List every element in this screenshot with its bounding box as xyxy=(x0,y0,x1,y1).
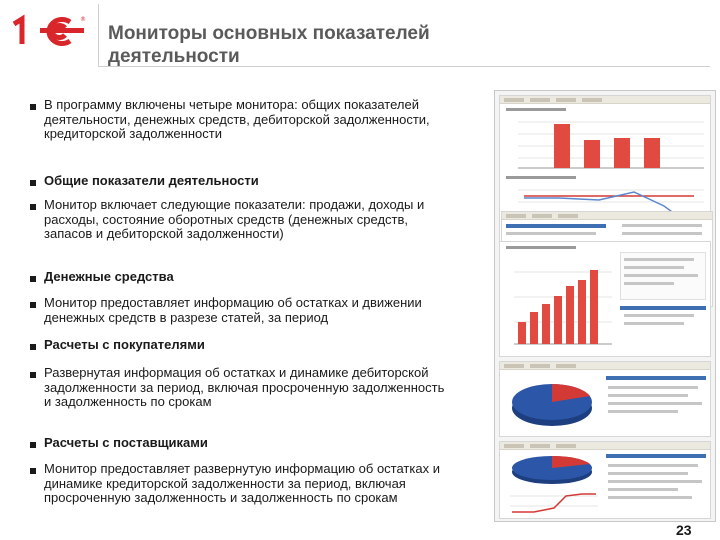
bullet-text: Расчеты с покупателями xyxy=(44,337,205,352)
bullet-marker xyxy=(30,104,36,110)
bullet-marker xyxy=(30,468,36,474)
monitor-receivables-window xyxy=(499,361,711,437)
receivables-pie-chart xyxy=(504,374,600,434)
bullet-marker xyxy=(30,344,36,350)
title-divider-vertical xyxy=(98,4,99,66)
bullet-marker xyxy=(30,302,36,308)
payables-pie-chart xyxy=(504,452,600,486)
payables-line-chart xyxy=(504,488,600,516)
svg-text:®: ® xyxy=(80,16,86,23)
bullet-marker xyxy=(30,204,36,210)
bullet-text: Монитор включает следующие показатели: продажи, доходы и расходы, состояние оборотных средств (денежных средств, запасов и дебиторской задолженности) xyxy=(44,197,425,242)
window-toolbar xyxy=(500,96,710,104)
page-number: 23 xyxy=(676,522,692,538)
bullet-text: Денежные средства xyxy=(44,269,174,284)
bullet-marker xyxy=(30,276,36,282)
sales-bar-chart xyxy=(504,114,708,172)
bullet-marker xyxy=(30,442,36,448)
window-toolbar xyxy=(500,362,710,370)
bullet-marker xyxy=(30,180,36,186)
monitor-screenshots xyxy=(494,90,716,522)
window-toolbar xyxy=(502,212,712,220)
monitor-payables-window xyxy=(499,441,711,519)
monitor-cash-chart-window xyxy=(499,241,711,357)
bullet-text: Развернутая информация об остатках и динамике дебиторской задолженности за период, включая просроченную задолженность и задолженность по срокам xyxy=(44,365,445,410)
bullet-text: Расчеты с поставщиками xyxy=(44,435,208,450)
bullet-text: Монитор предоставляет развернутую информацию об остатках и динамике кредиторской задолженности за период, включая просроченную задолженность и задолженность по срокам xyxy=(44,461,440,506)
bullet-text: В программу включены четыре монитора: общих показателей деятельности, денежных средств, дебиторской задолженности, кредиторской задолженности xyxy=(44,97,430,142)
page-title: Мониторы основных показателей деятельности xyxy=(108,23,430,67)
bullet-marker xyxy=(30,372,36,378)
window-toolbar xyxy=(500,442,710,450)
bullet-text: Общие показатели деятельности xyxy=(44,173,259,188)
bullet-text: Монитор предоставляет информацию об остатках и движении денежных средств в разрезе статей, за период xyxy=(44,295,422,325)
cash-bar-chart xyxy=(504,252,614,348)
1c-logo xyxy=(10,14,90,48)
